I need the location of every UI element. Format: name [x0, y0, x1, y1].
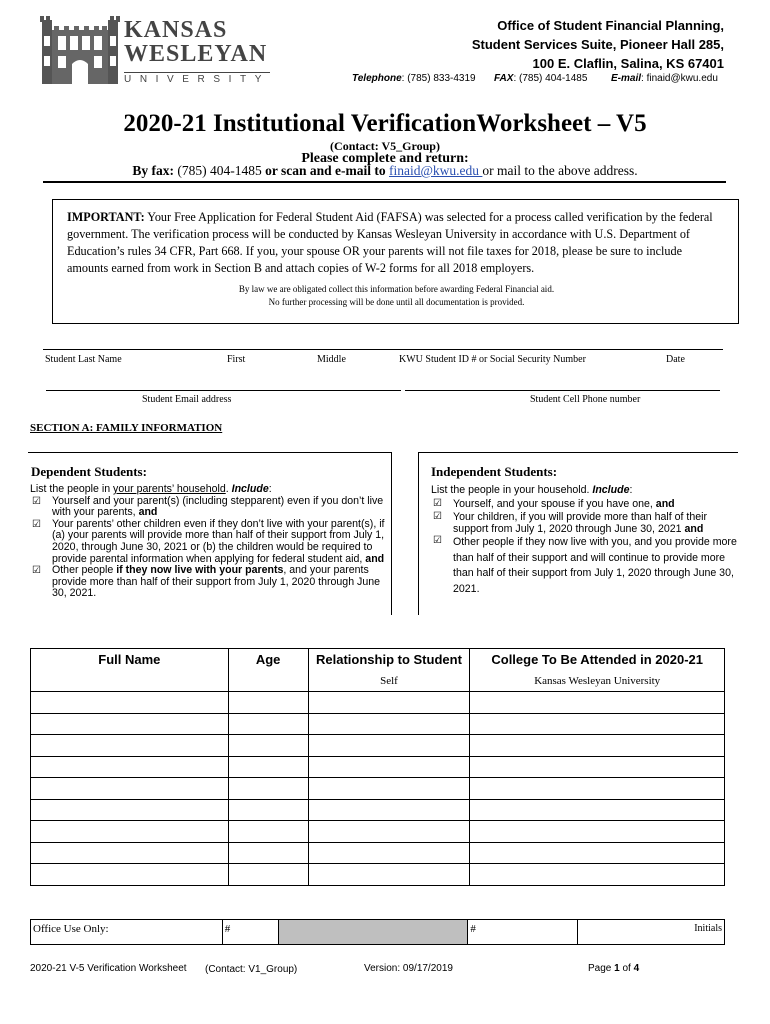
relationship-self[interactable]: Self [308, 670, 470, 692]
dependent-students-box [28, 452, 392, 615]
logo-wordmark-wesleyan: WESLEYAN [124, 41, 268, 67]
table-row[interactable] [31, 799, 725, 821]
table-row[interactable] [31, 735, 725, 757]
law-notice: By law we are obligated collect this information before awarding Federal Financial aid. No further processing will be done until all documentation is provided. [238, 284, 555, 307]
cell-phone-label: Student Cell Phone number [530, 394, 641, 405]
dependent-heading: Dependent Students: [31, 464, 147, 479]
important-notice-text: IMPORTANT: Your Free Application for Federal Student Aid (FAFSA) was selected for a process called verification by the federal government. The verification process will be conducted by Kansas Wesleyan University in accordance with U.S. Department of Education’s rules 34 CFR, Part 668. If you, your spouse OR your parents will not file taxes for 2018, please be sure to include amounts earned from work in Section B and attach copies of W-2 forms for all 2018 employers. [67, 210, 713, 275]
email-contact: E-mail: finaid@kwu.edu [611, 73, 718, 84]
table-row[interactable] [31, 692, 725, 714]
cell-phone-field-line[interactable] [405, 390, 720, 391]
footer-version: Version: 09/17/2019 [364, 963, 453, 974]
office-use-label: Office Use Only: [31, 920, 223, 945]
table-row[interactable] [31, 864, 725, 886]
office-hash-2[interactable]: # [468, 920, 578, 945]
footer-page-number: Page 1 of 4 [588, 963, 640, 974]
office-address [472, 16, 724, 73]
last-name-label: Student Last Name [45, 354, 122, 365]
table-row[interactable] [31, 842, 725, 864]
independent-intro: List the people in your household. Include: [431, 484, 633, 496]
checkbox-icon[interactable]: ☑ [433, 498, 442, 509]
student-id-label: KWU Student ID # or Social Security Number [399, 354, 586, 365]
email-label: Student Email address [142, 394, 232, 405]
castle-icon [40, 16, 120, 86]
table-row[interactable] [31, 778, 725, 800]
contact-group: (Contact: V5_Group) [330, 139, 440, 153]
independent-students-box [418, 452, 738, 615]
important-notice-box [52, 199, 739, 324]
dependent-intro: List the people in your parents’ household. Include: [30, 483, 272, 495]
middle-name-label: Middle [317, 354, 346, 365]
footer-doc-name: 2020-21 V-5 Verification Worksheet [30, 963, 187, 974]
first-name-label: First [227, 354, 246, 365]
list-item: ☑ Your children, if you will provide more than half of their support from July 1, 2020 through June 30, 2021 and [433, 511, 707, 535]
list-item: ☑ Other people if they now live with your parents, and your parents provide more than half of their support from July 1, 2020 through June 30, 2021. [32, 564, 381, 600]
university-logo [40, 16, 270, 86]
table-row[interactable] [31, 756, 725, 778]
checkbox-icon[interactable]: ☑ [433, 535, 442, 546]
col-college: College To Be Attended in 2020-21 [470, 649, 725, 671]
logo-wordmark-university: UNIVERSITY [124, 74, 271, 85]
footer-contact: (Contact: V1_Group) [205, 964, 298, 975]
table-header-row [31, 649, 725, 671]
list-item: ☑ Other people if they now live with you, and you provide more than half of their support and will continue to provide more than half of their support from July 1, 2020 through June 30, 2021. [433, 535, 737, 595]
title-divider [43, 181, 726, 183]
independent-list [419, 480, 738, 597]
checkbox-icon[interactable]: ☑ [32, 518, 41, 530]
telephone-contact: Telephone: (785) 833-4319 [352, 73, 476, 84]
list-item: ☑ Your parents’ other children even if they don’t live with your parent(s), if (a) your parents will provide more than half of their support from July 1, 2020, through June 30, 2021 or (b) the children would be required to provide parental information when applying for federal student aid, and [32, 517, 385, 565]
email-field-line[interactable] [46, 390, 401, 391]
return-instructions: By fax: (785) 404-1485 or scan and e-mail to finaid@kwu.edu or mail to the above address. [132, 163, 638, 178]
worksheet-title: 2020-21 Institutional VerificationWorksheet – V5 [123, 110, 647, 137]
list-item: ☑ Yourself and your parent(s) (including stepparent) even if you don’t live with your parents, and [32, 494, 384, 519]
office-hash-1[interactable]: # [222, 920, 278, 945]
college-kwu[interactable]: Kansas Wesleyan University [470, 670, 725, 692]
address-line-3: 100 E. Claflin, Salina, KS 67401 [532, 56, 724, 71]
independent-heading: Independent Students: [431, 464, 558, 479]
household-table [30, 648, 725, 886]
checkbox-icon[interactable]: ☑ [32, 565, 41, 577]
checkbox-icon[interactable]: ☑ [32, 495, 41, 507]
dependent-list [28, 480, 391, 600]
name-id-signature-line[interactable] [43, 349, 723, 350]
table-row[interactable] [31, 821, 725, 843]
office-shaded-cell [278, 920, 468, 945]
office-initials[interactable]: Initials [578, 920, 725, 945]
section-a-heading: SECTION A: FAMILY INFORMATION [30, 422, 223, 434]
date-label: Date [666, 354, 685, 365]
fax-contact: FAX: (785) 404-1485 [494, 73, 588, 84]
address-line-2: Student Services Suite, Pioneer Hall 285, [471, 37, 724, 52]
col-full-name: Full Name [31, 649, 229, 692]
table-row[interactable] [31, 713, 725, 735]
logo-wordmark-kansas: KANSAS [124, 17, 228, 43]
col-relationship: Relationship to Student [308, 649, 470, 671]
checkbox-icon[interactable]: ☑ [433, 511, 442, 522]
complete-return-heading: Please complete and return: [301, 151, 469, 166]
address-line-1: Office of Student Financial Planning, [497, 18, 724, 33]
col-age: Age [228, 649, 308, 692]
list-item: ☑ Yourself, and your spouse if you have one, and [433, 498, 675, 510]
finaid-email-link[interactable]: finaid@kwu.edu [388, 163, 483, 178]
office-use-table [30, 919, 725, 945]
